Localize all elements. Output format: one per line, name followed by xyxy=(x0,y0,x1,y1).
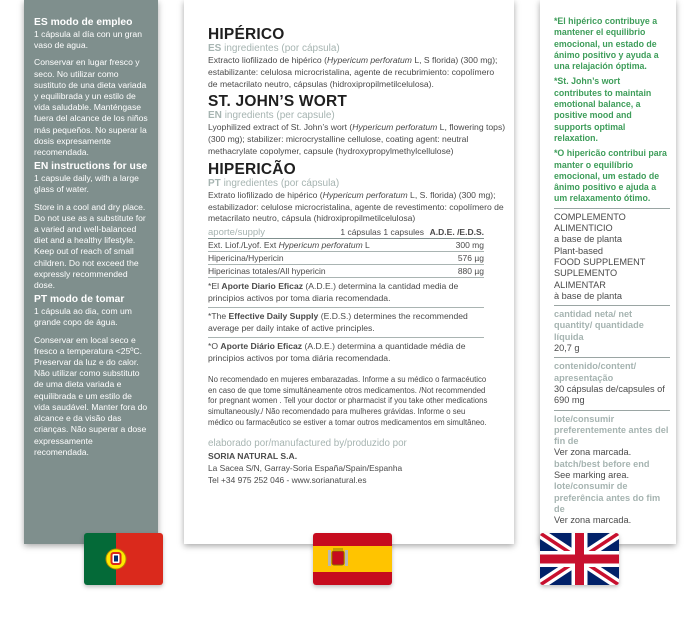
table-row-value: 300 mg xyxy=(455,240,484,251)
pt-ingredients-heading: PT ingredientes (por cápsula) xyxy=(208,177,340,189)
warning-text: No recomendado en mujeres embarazadas. Informe a su médico o farmacéutico en caso de que tome simultáneamente otros medicamentos. /Not recommended for pregnant women . Tell your doctor or pharmacist if you take other medications simultaneously./ Não recomendado para mulheres grávidas. Informe o seu médico ou farmacêutico se estiver a tomar outros medicamentos em simultâneo. xyxy=(208,375,488,427)
pt-ingredients-text: Extrato liofilizado de hipérico (Hypericum perforatum L, S. florida) (300 mg); estabilizador: celulose microcristalina, agente de revestimento: copolímero de metacrilato neutro, cápsula (hidroxipropilmetilcelulosa) xyxy=(208,189,504,224)
lot-pt-value: Ver zona marcada. xyxy=(554,515,632,526)
left-panel-instructions xyxy=(24,0,158,544)
right-panel-claims xyxy=(540,0,676,544)
manufacturer-name: SORIA NATURAL S.A. xyxy=(208,451,298,462)
es-dose-text: 1 cápsula al día con un gran vaso de agua. xyxy=(34,29,142,51)
lot-en-value: See marking area. xyxy=(554,469,630,480)
lot-es-label: lote/consumir preferentemente antes del fin de xyxy=(554,413,669,447)
lot-en-label: batch/best before end xyxy=(554,458,650,469)
supplement-es-line2: a base de planta xyxy=(554,234,622,245)
en-storage-text: Store in a cool and dry place. Do not use as a substitute for a varied and well-balanced diet and a healthy lifestyle. Keep out of reach of small children. Do not exceed the expressly recommended dose. xyxy=(34,201,146,291)
pt-storage-text: Conservar em local seco e fresco a temperatura <25ºC. Preservar da luz e do calor. Não utilizar como substituto de uma dieta variada e equilibrada e um estilo de vida saudável. Manter fora do alcance e da visão das crianças. Não superar a dose expressamente recomendada. xyxy=(34,334,148,457)
flag-es-pillar-left xyxy=(328,550,331,566)
portugal-flag-icon xyxy=(84,533,163,585)
divider xyxy=(554,357,670,358)
table-row xyxy=(208,239,484,252)
supply-table-header xyxy=(208,226,484,239)
en-product-title: ST. JOHN’S WORT xyxy=(208,93,348,111)
table-row-name: Hipericinas totales/All hypericin xyxy=(208,266,326,277)
net-quantity-label: cantidad neta/ net quantity/ quantidade líquida xyxy=(554,309,644,342)
spain-flag-icon xyxy=(313,533,392,585)
en-eds-note: *The Effective Daily Supply (E.D.S.) determines the recommended average per daily intake of active principles. xyxy=(208,311,484,338)
es-instructions-heading: ES modo de empleo xyxy=(34,17,133,28)
flag-es-shield xyxy=(332,551,344,565)
table-row-value: 576 µg xyxy=(457,253,484,264)
flag-es-yellow-band xyxy=(313,546,392,572)
pt-ade-note: *O Aporte Diário Eficaz (A.D.E.) determina a quantidade média de principios activos por toma diária recomendada. xyxy=(208,341,466,363)
es-ingredients-heading: ES ingredientes (por cápsula) xyxy=(208,43,340,54)
divider xyxy=(554,410,670,411)
en-ingredients-heading: EN ingredients (per capsule) xyxy=(208,110,335,122)
divider xyxy=(554,208,670,209)
es-ade-note: *El Aporte Diario Eficaz (A.D.E.) determina la cantidad media de principios activos por toma diaria recomendada. xyxy=(208,281,484,308)
en-health-claim: *St. John’s wort contributes to maintain emotional balance, a positive mood and supports optimal relaxation. xyxy=(554,76,652,143)
uk-flag-icon xyxy=(540,533,619,585)
supply-header-label: aporte/supply xyxy=(208,226,266,238)
supply-table xyxy=(208,226,484,278)
supplement-pt-line1: SUPLEMENTO ALIMENTAR xyxy=(554,268,618,290)
manufacturer-address: La Sacea S/N, Garray-Soria España/Spain/Espanha xyxy=(208,463,403,474)
pt-dose-text: 1 cápsula ao dia, com um grande copo de água. xyxy=(34,306,132,328)
content-label: contenido/content/ apresentação xyxy=(554,361,637,383)
flag-es-crown xyxy=(333,548,343,551)
en-ingredients-text: Lyophilized extract of St. John’s wort (Hypericum perforatum L, flowering tops) (300 mg); stabilizer: microcrystalline cellulose, coating agent: neutral methacrylate copolymer, capsule (hydroxypropylmethylcellulose) xyxy=(208,122,506,156)
content-value: 30 cápsulas de/capsules of 690 mg xyxy=(554,383,665,406)
es-health-claim: *El hipérico contribuye a mantener el equilibrio emocional, un estado de ánimo positivo y ayuda a una relajación óptima. xyxy=(554,16,659,72)
flag-es-pillar-right xyxy=(345,550,348,566)
flag-es-red-bottom xyxy=(313,572,392,585)
manufacturer-heading: elaborado por/manufactured by/produzido por xyxy=(208,438,407,450)
es-product-title: HIPÉRICO xyxy=(208,26,285,43)
divider xyxy=(554,305,670,306)
capsules-header-label: 1 cápsulas 1 capsules xyxy=(340,227,424,238)
lot-pt-label: lote/consumir de preferência antes do fim de xyxy=(554,481,661,514)
ade-header-label: A.D.E. /E.D.S. xyxy=(429,227,484,238)
middle-panel-ingredients xyxy=(184,0,514,544)
table-row-name: Ext. Liof./Lyof. Ext Hypericum perforatum L xyxy=(208,240,370,251)
lot-es-value: Ver zona marcada. xyxy=(554,447,632,458)
supplement-es-line1: COMPLEMENTO ALIMENTICIO xyxy=(554,211,626,234)
supplement-en-line2: FOOD SUPPLEMENT xyxy=(554,256,646,267)
table-row-value: 880 µg xyxy=(457,266,484,277)
en-instructions-heading: EN instructions for use xyxy=(34,161,148,173)
es-storage-text: Conservar en lugar fresco y seco. No utilizar como sustituto de una dieta variada y equilibrada y un estilo de vida saludable. Manténgase fuera del alcance de los niños más pequeños. No superar la dosis expresamente recomendada. xyxy=(34,57,148,158)
pt-product-title: HIPERICÃO xyxy=(208,160,296,178)
es-ingredients-text: Extracto liofilizado de hipérico (Hypericum perforatum L, S florida) (300 mg); estabilizante: celulosa microcristalina, agente de recubrimiento: copolímero de metacrilato neutro, cápsulas (hidroxipropilmetilcelulosa). xyxy=(208,55,498,89)
en-dose-text: 1 capsule daily, with a large glass of water. xyxy=(34,173,139,195)
flag-pt-shield-inner xyxy=(114,556,118,562)
table-row-name: Hipericina/Hypericin xyxy=(208,253,284,264)
table-row xyxy=(208,265,484,278)
manufacturer-contact: Tel +34 975 252 046 - www.sorianatural.es xyxy=(208,475,367,486)
table-row xyxy=(208,252,484,265)
net-quantity-value: 20,7 g xyxy=(554,343,580,354)
pt-instructions-heading: PT modo de tomar xyxy=(34,294,125,306)
pt-health-claim: *O hipericão contribui para manter o equilíbrio emocional, um estado de ânimo positivo e ajuda a um relaxamento ótimo. xyxy=(554,148,667,204)
flag-es-red-top xyxy=(313,533,392,546)
supplement-pt-line2: à base de planta xyxy=(554,290,622,301)
supplement-en-line1: Plant-based xyxy=(554,245,604,256)
